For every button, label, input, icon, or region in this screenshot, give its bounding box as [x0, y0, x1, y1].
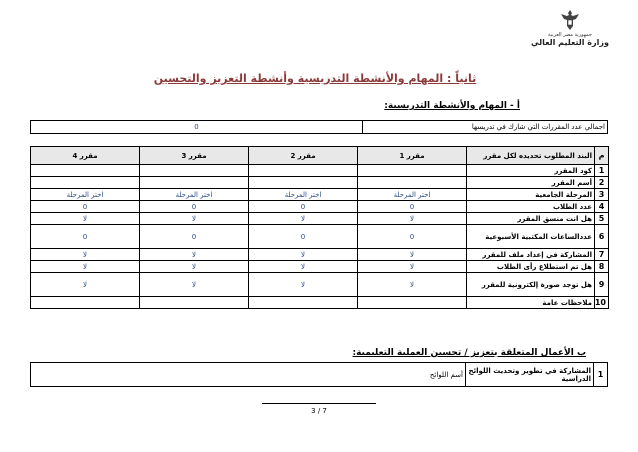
row-index: 1	[594, 363, 608, 387]
course-1-cell[interactable]	[358, 297, 467, 309]
course-4-cell[interactable]: اختر المرحلة	[31, 189, 140, 201]
table-row	[31, 225, 609, 249]
course-3-cell[interactable]: 0	[140, 201, 249, 213]
row-label: عددالساعات المكتبية الأسبوعية	[467, 225, 595, 249]
total-courses-table	[30, 120, 608, 134]
eagle-emblem-icon	[559, 8, 581, 32]
row-label: هل تم استطلاع رأى الطلاب	[467, 261, 595, 273]
row-label: هل توجد صورة إلكترونية للمقرر	[467, 273, 595, 297]
regulations-name-field[interactable]: أسم اللوائح	[31, 363, 466, 387]
section-a-heading: أ - المهام والأنشطة التدريسية:	[384, 101, 520, 111]
row-label: المشاركة في تطوير وتحديث اللوائح الدراسية	[466, 363, 594, 387]
course-4-cell[interactable]: لا	[31, 213, 140, 225]
table-row	[31, 189, 609, 201]
course-3-cell[interactable]: لا	[140, 249, 249, 261]
course-1-cell[interactable]: لا	[358, 273, 467, 297]
course-4-cell[interactable]: لا	[31, 273, 140, 297]
course-1-cell[interactable]: لا	[358, 213, 467, 225]
row-index: 3	[595, 189, 609, 201]
table-row	[31, 165, 609, 177]
course-4-cell[interactable]	[31, 177, 140, 189]
row-index: 6	[595, 225, 609, 249]
course-3-cell[interactable]: لا	[140, 261, 249, 273]
course-1-cell[interactable]	[358, 165, 467, 177]
table-row	[31, 363, 608, 387]
row-index: 10	[595, 297, 609, 309]
row-label: كود المقرر	[467, 165, 595, 177]
row-label: هل انت منسق المقرر	[467, 213, 595, 225]
total-courses-label: اجمالي عدد المقررات التي شارك في تدريسها	[363, 121, 608, 134]
table-row	[31, 273, 609, 297]
row-label: المرحلة الجامعية	[467, 189, 595, 201]
course-4-cell[interactable]: 0	[31, 225, 140, 249]
table-row	[31, 177, 609, 189]
improvement-table	[30, 362, 608, 387]
table-row	[31, 261, 609, 273]
row-label: ملاحظات عامة	[467, 297, 595, 309]
course-2-cell[interactable]: لا	[249, 273, 358, 297]
course-2-cell[interactable]	[249, 177, 358, 189]
row-label: أسم المقرر	[467, 177, 595, 189]
course-2-cell[interactable]: لا	[249, 213, 358, 225]
course-1-cell[interactable]	[358, 177, 467, 189]
row-index: 9	[595, 273, 609, 297]
course-2-cell[interactable]: 0	[249, 201, 358, 213]
col-header-course-3: مقرر 3	[140, 147, 249, 165]
course-3-cell[interactable]: لا	[140, 213, 249, 225]
section-b-heading: ب الأعمال المتعلقة بتعزيز / تحسين العملية التعليمية:	[352, 348, 586, 358]
course-2-cell[interactable]: لا	[249, 261, 358, 273]
footer-divider	[262, 403, 376, 404]
course-1-cell[interactable]: لا	[358, 249, 467, 261]
course-4-cell[interactable]: لا	[31, 261, 140, 273]
row-index: 4	[595, 201, 609, 213]
page-title: ثانياً : المهام والأنشطة التدريسية وأنشطة التعزيز والتحسين	[153, 72, 477, 85]
row-index: 1	[595, 165, 609, 177]
col-header-course-1: مقرر 1	[358, 147, 467, 165]
row-index: 2	[595, 177, 609, 189]
course-4-cell[interactable]: لا	[31, 249, 140, 261]
row-index: 7	[595, 249, 609, 261]
table-row	[31, 249, 609, 261]
course-2-cell[interactable]: 0	[249, 225, 358, 249]
course-3-cell[interactable]: 0	[140, 225, 249, 249]
course-4-cell[interactable]	[31, 297, 140, 309]
course-4-cell[interactable]	[31, 165, 140, 177]
course-4-cell[interactable]: 0	[31, 201, 140, 213]
ministry-logo	[528, 8, 612, 56]
course-1-cell[interactable]: اختر المرحلة	[358, 189, 467, 201]
col-header-item: البند المطلوب تحديده لكل مقرر	[467, 147, 595, 165]
logo-line-2: وزارة التعليم العالي	[531, 38, 609, 47]
logo-line-1: جمهورية مصر العربية	[548, 32, 592, 38]
course-3-cell[interactable]: لا	[140, 273, 249, 297]
table-row	[31, 213, 609, 225]
course-2-cell[interactable]	[249, 165, 358, 177]
courses-table	[30, 146, 609, 309]
row-label: عدد الطلاب	[467, 201, 595, 213]
course-1-cell[interactable]: 0	[358, 225, 467, 249]
row-index: 5	[595, 213, 609, 225]
page-number: 3 / 7	[311, 407, 327, 415]
course-3-cell[interactable]	[140, 177, 249, 189]
row-label: المشاركة في إعداد ملف للمقرر	[467, 249, 595, 261]
table-row	[31, 297, 609, 309]
course-3-cell[interactable]	[140, 297, 249, 309]
course-2-cell[interactable]: اختر المرحلة	[249, 189, 358, 201]
course-2-cell[interactable]: لا	[249, 249, 358, 261]
total-courses-value[interactable]: 0	[31, 121, 363, 134]
courses-header-row	[31, 147, 609, 165]
course-3-cell[interactable]: اختر المرحلة	[140, 189, 249, 201]
course-1-cell[interactable]: 0	[358, 201, 467, 213]
course-3-cell[interactable]	[140, 165, 249, 177]
course-1-cell[interactable]: لا	[358, 261, 467, 273]
col-header-index: م	[595, 147, 609, 165]
col-header-course-4: مقرر 4	[31, 147, 140, 165]
col-header-course-2: مقرر 2	[249, 147, 358, 165]
table-row	[31, 201, 609, 213]
row-index: 8	[595, 261, 609, 273]
course-2-cell[interactable]	[249, 297, 358, 309]
